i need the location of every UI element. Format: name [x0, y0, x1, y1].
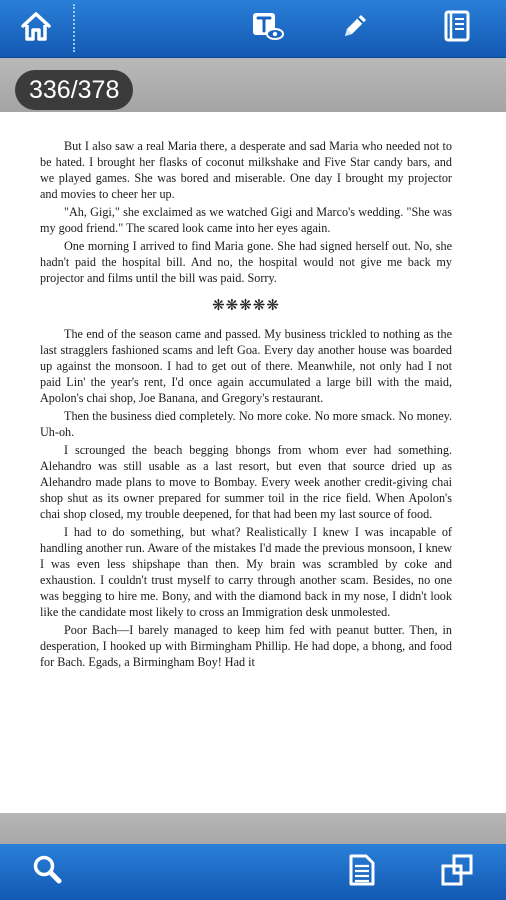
document-list-icon	[347, 853, 377, 892]
bookmark-book-icon	[442, 9, 472, 48]
paragraph: I scrounged the beach begging bhongs from whom ever had something. Alehandro was still usable as a last resort, but even that source dried up as Alehandro made plans to move to Bombay. Every week another credit-giving chai shop shut as its owner prepared for summer toil in the rice field. When Apolon's chai shop closed, my trouble deepened, for that had been my last source of food.	[40, 443, 452, 521]
top-toolbar	[0, 0, 506, 58]
bookmarks-button[interactable]	[427, 0, 487, 57]
table-of-contents-button[interactable]	[332, 844, 392, 900]
home-icon	[19, 9, 53, 48]
paragraph: I had to do something, but what? Realistically I knew I was incapable of handling another run. Aware of the mistakes I'd made the previous monsoon, I knew I was even less shipshape than then. My brain was scrambled by coke and exhaustion. I couldn't trust myself to carry through another scam. Besides, no one was begging to hire me. Bony, and with the diamond back in my nose, I didn't look like the candidate most likely to cross an Immigration desk unmolested.	[40, 525, 452, 619]
paragraph: The end of the season came and passed. My business trickled to nothing as the last stragglers fashioned scams and left Goa. Every day another house was boarded up against the monsoon. I had to get out of there. Meanwhile, not only had I not paid Lin' the year's rent, I'd once again accumulated a large bill with the maid, Apolon's chai shop, Joe Banana, and Gregory's restaurant.	[40, 327, 452, 405]
paragraph: Poor Bach—I barely managed to keep him fed with peanut butter. Then, in desperation, I hooked up with Birmingham Phillip. He had dope, a bhong, and food for Bach. Egads, a Birmingham Boy! Had it	[40, 623, 452, 669]
paragraph: "Ah, Gigi," she exclaimed as we watched Gigi and Marco's wedding. "She was my good friend." The scared look came into her eyes again.	[40, 205, 452, 235]
text-view-icon	[249, 9, 285, 48]
search-button[interactable]	[18, 844, 78, 900]
page-counter: 336/378	[15, 70, 133, 110]
toolbar-divider	[73, 4, 75, 52]
edit-button[interactable]	[325, 0, 385, 57]
home-button[interactable]	[6, 0, 66, 57]
paragraph: Then the business died completely. No more coke. No more smack. No money. Uh-oh.	[40, 409, 452, 439]
pencil-icon	[338, 9, 372, 48]
bottom-toolbar	[0, 844, 506, 900]
paragraph: One morning I arrived to find Maria gone. She had signed herself out. No, she hadn't paid the hospital bill. And no, the hospital would not give me back my projector and films until the bill was paid. Sorry.	[40, 239, 452, 285]
book-page	[40, 138, 452, 670]
rotate-screen-button[interactable]	[427, 844, 487, 900]
bottom-info-bar	[0, 813, 506, 844]
search-icon	[31, 853, 65, 892]
rotate-screen-icon	[440, 853, 474, 892]
text-view-button[interactable]	[237, 0, 297, 57]
paragraph: But I also saw a real Maria there, a desperate and sad Maria who needed not to be hated. I brought her flasks of coconut milkshake and Five Star candy bars, and we played games. She was bored and miserable. One day I brought my projector and movies to cheer her up.	[40, 139, 452, 201]
section-break-ornament: ❋❋❋❋❋	[212, 298, 280, 314]
